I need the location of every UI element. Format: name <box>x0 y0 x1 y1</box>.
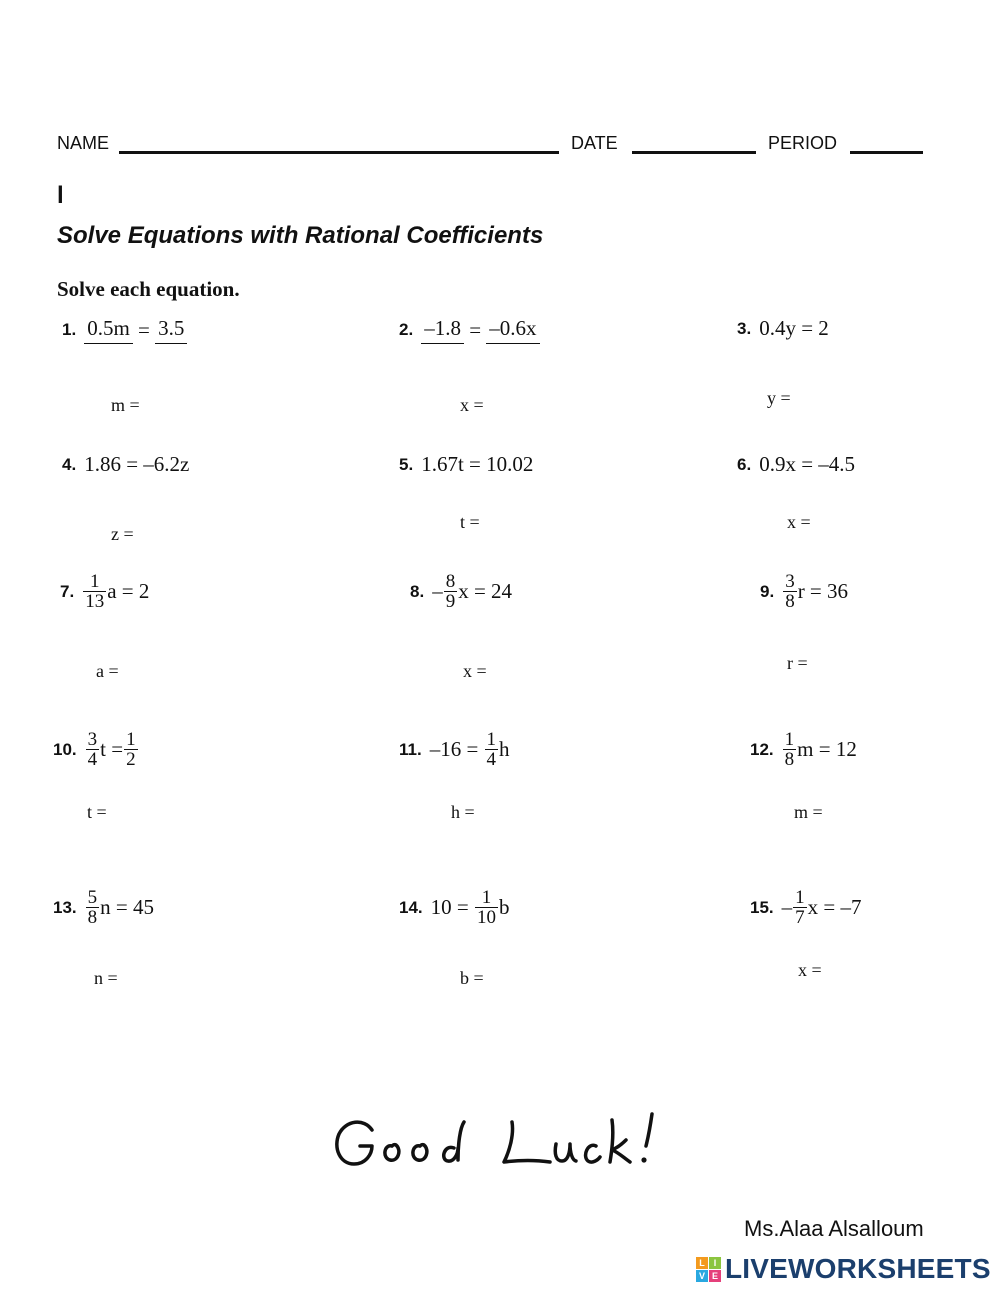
numerator: 3 <box>785 571 795 592</box>
problem-number: 10. <box>53 739 77 759</box>
equation: 0.4y = 2 <box>759 316 829 340</box>
answer-label-13: n = <box>94 968 118 988</box>
problem-12 <box>750 730 857 769</box>
problem-14 <box>399 888 509 927</box>
equation-rest: n = 45 <box>100 895 154 919</box>
equation-prefix: – <box>432 579 443 603</box>
problem-2 <box>399 316 540 344</box>
author-name: Ms.Alaa Alsalloum <box>744 1216 924 1241</box>
equation-rest: m = 12 <box>797 737 857 761</box>
problem-number: 8. <box>410 581 425 601</box>
problem-number: 12. <box>750 739 774 759</box>
denominator: 9 <box>445 591 456 612</box>
problem-15 <box>750 888 861 927</box>
logo-tile: I <box>709 1257 721 1269</box>
equation-prefix: 10 = <box>430 895 469 919</box>
equals-sign: = <box>469 317 482 342</box>
period-blank[interactable] <box>850 151 923 154</box>
equation <box>431 888 510 927</box>
denominator: 10 <box>476 907 496 928</box>
equation <box>782 572 848 611</box>
fraction <box>783 572 797 611</box>
problem-4 <box>62 452 189 477</box>
fraction <box>83 572 106 611</box>
numerator: 1 <box>795 887 805 908</box>
good-luck-signature <box>330 1098 670 1178</box>
equation-rest: r = 36 <box>797 579 849 603</box>
equation <box>430 730 510 769</box>
answer-label-5: t = <box>460 512 480 532</box>
problem-number: 11. <box>399 739 422 759</box>
problem-1 <box>62 316 187 344</box>
equation-prefix: – <box>781 895 793 919</box>
problem-number: 6. <box>737 454 752 474</box>
problem-5 <box>399 452 533 477</box>
fraction <box>783 730 797 769</box>
liveworksheets-logo <box>696 1253 991 1285</box>
instructions: Solve each equation. <box>57 277 240 301</box>
fraction <box>444 572 458 611</box>
denominator: 4 <box>87 749 98 770</box>
answer-label-15: x = <box>798 960 822 980</box>
problem-7 <box>60 572 149 611</box>
problem-number: 7. <box>60 581 75 601</box>
problem-6 <box>737 452 855 477</box>
denominator: 4 <box>486 749 497 770</box>
answer-label-10: t = <box>87 802 107 822</box>
problem-3 <box>737 316 829 341</box>
problem-number: 1. <box>62 320 77 339</box>
equation <box>85 888 154 927</box>
section-mark: l <box>57 182 64 209</box>
equation-term: –1.8 <box>421 316 464 344</box>
equation <box>782 730 857 769</box>
equation-rest: a = 2 <box>107 579 150 603</box>
problem-11 <box>399 730 510 769</box>
equation <box>782 888 862 927</box>
numerator: 8 <box>445 571 456 592</box>
fraction <box>124 730 138 769</box>
equation-rest: h <box>499 737 510 761</box>
denominator: 8 <box>785 591 795 612</box>
equation <box>85 730 139 769</box>
problem-9 <box>760 572 848 611</box>
date-label: DATE <box>571 133 618 153</box>
numerator: 5 <box>87 887 98 908</box>
equation-middle: t = <box>100 737 124 761</box>
problem-13 <box>53 888 154 927</box>
fraction <box>475 888 498 927</box>
problem-number: 14. <box>399 897 423 917</box>
logo-tile: L <box>696 1257 708 1269</box>
fraction <box>86 730 100 769</box>
denominator: 8 <box>87 907 98 928</box>
problem-number: 2. <box>399 320 414 339</box>
answer-label-9: r = <box>787 653 808 673</box>
problem-number: 13. <box>53 897 77 917</box>
answer-label-3: y = <box>767 388 791 408</box>
denominator: 7 <box>795 907 805 928</box>
answer-label-11: h = <box>451 802 475 822</box>
answer-label-4: z = <box>111 524 134 544</box>
problem-number: 5. <box>399 454 414 474</box>
date-blank[interactable] <box>632 151 756 154</box>
logo-mark-icon <box>696 1257 721 1282</box>
problem-10 <box>53 730 139 769</box>
numerator: 1 <box>89 571 100 592</box>
fraction <box>793 888 807 927</box>
answer-label-2: x = <box>460 395 484 415</box>
equation: 1.67t = 10.02 <box>421 452 534 476</box>
equation <box>421 316 539 344</box>
logo-tile: E <box>709 1270 721 1282</box>
equals-sign: = <box>138 317 150 342</box>
period-label: PERIOD <box>768 133 838 153</box>
fraction <box>86 888 100 927</box>
equation <box>82 572 149 611</box>
answer-label-1: m = <box>111 395 140 415</box>
numerator: 1 <box>481 887 492 908</box>
denominator: 8 <box>784 749 795 770</box>
answer-label-7: a = <box>96 661 119 681</box>
numerator: 1 <box>486 729 497 750</box>
equation-prefix: –16 = <box>429 737 479 761</box>
answer-label-6: x = <box>787 512 811 532</box>
equation-rest: x = 24 <box>458 579 513 603</box>
answer-label-8: x = <box>463 661 487 681</box>
problem-number: 9. <box>760 581 775 601</box>
answer-label-14: b = <box>460 968 484 988</box>
numerator: 3 <box>87 729 98 750</box>
equation-term: –0.6x <box>486 316 539 344</box>
problem-number: 4. <box>62 454 77 474</box>
denominator: 2 <box>126 749 136 770</box>
equation: 0.9x = –4.5 <box>759 452 856 476</box>
denominator: 13 <box>85 591 105 612</box>
equation-rest: b <box>498 895 510 919</box>
equation <box>84 316 187 344</box>
numerator: 1 <box>784 729 795 750</box>
logo-tile: V <box>696 1270 708 1282</box>
fraction <box>485 730 499 769</box>
answer-label-12: m = <box>794 802 823 822</box>
name-blank[interactable] <box>119 151 559 154</box>
equation: 1.86 = –6.2z <box>84 452 190 476</box>
name-label: NAME <box>57 133 110 153</box>
equation-term: 3.5 <box>155 316 187 344</box>
equation-rest: x = –7 <box>807 895 862 919</box>
problem-8 <box>410 572 512 611</box>
numerator: 1 <box>126 729 136 750</box>
equation-term: 0.5m <box>84 316 133 344</box>
problem-number: 15. <box>750 897 774 917</box>
equation <box>432 572 512 611</box>
problem-number: 3. <box>737 318 752 338</box>
worksheet-title: Solve Equations with Rational Coefficients <box>57 222 544 249</box>
logo-text: LIVEWORKSHEETS <box>725 1253 991 1284</box>
